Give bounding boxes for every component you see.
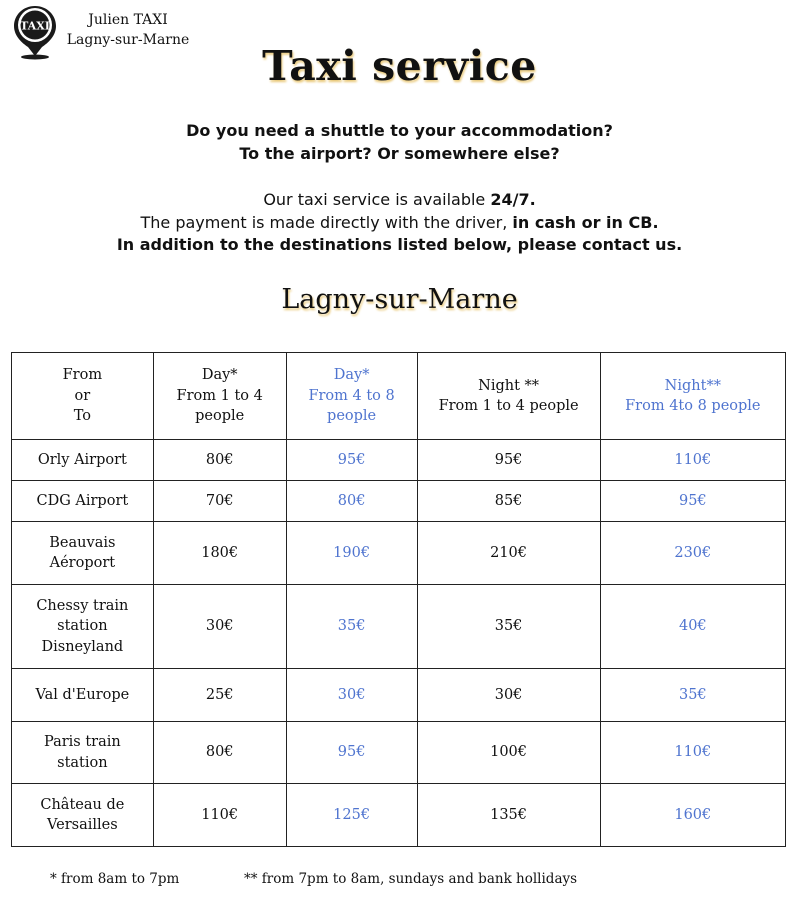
intro-text <box>0 120 799 257</box>
place-line: Orly Airport <box>37 451 127 468</box>
price-night-large: 110€ <box>600 440 785 481</box>
price-night-large: 160€ <box>600 784 785 847</box>
place-cell <box>12 585 154 669</box>
header-line: From 1 to 4 people <box>438 398 579 414</box>
price-night-large: 35€ <box>600 669 785 722</box>
table-row <box>12 585 786 669</box>
page-title: Taxi service <box>262 42 537 90</box>
price-night-large: 110€ <box>600 722 785 784</box>
header-line: Day* <box>201 367 238 384</box>
price-day-small: 30€ <box>153 585 286 669</box>
availability-line <box>0 189 799 212</box>
price-night-large: 230€ <box>600 522 785 585</box>
place-line: station <box>57 618 108 635</box>
section-subtitle: Lagny-sur-Marne <box>281 284 518 315</box>
place-cell <box>12 669 154 722</box>
rates-table <box>11 352 786 847</box>
header-line: people <box>195 408 245 425</box>
table-row <box>12 784 786 847</box>
table-row <box>12 722 786 784</box>
price-day-large: 190€ <box>286 522 417 585</box>
header-day-4-8 <box>286 353 417 440</box>
price-day-large: 30€ <box>286 669 417 722</box>
price-night-small: 35€ <box>417 585 600 669</box>
place-line: Chessy train <box>36 597 129 614</box>
price-day-large: 125€ <box>286 784 417 847</box>
place-line: Beauvais <box>49 534 116 551</box>
table-header-row <box>12 353 786 440</box>
table-row <box>12 669 786 722</box>
price-night-small: 100€ <box>417 722 600 784</box>
price-day-small: 80€ <box>153 722 286 784</box>
place-line: Val d'Europe <box>35 686 130 703</box>
table-row <box>12 522 786 585</box>
header-line: people <box>327 408 377 425</box>
place-cell <box>12 784 154 847</box>
table-row <box>12 481 786 522</box>
header-line: From 4to 8 people <box>625 398 761 414</box>
header-night-4-8 <box>600 353 785 440</box>
place-line: Aéroport <box>49 555 116 571</box>
header-line: Night** <box>664 377 721 394</box>
place-line: station <box>57 754 108 771</box>
header-day-1-4 <box>153 353 286 440</box>
price-night-small: 85€ <box>417 481 600 522</box>
place-line: Château de <box>40 796 125 813</box>
company-location: Lagny-sur-Marne <box>66 32 190 48</box>
price-day-large: 95€ <box>286 440 417 481</box>
footnote-night: ** from 7pm to 8am, sundays and bank hollidays <box>244 871 578 887</box>
availability-bold: 24/7. <box>490 190 536 209</box>
header-line: Day* <box>333 367 370 384</box>
price-day-small: 110€ <box>153 784 286 847</box>
logo-text: TAXI <box>20 19 50 33</box>
header-line: To <box>73 408 91 425</box>
header-line: Night ** <box>478 377 540 394</box>
table-row <box>12 440 786 481</box>
header-line: From <box>62 367 103 384</box>
price-day-small: 80€ <box>153 440 286 481</box>
contact-line: In addition to the destinations listed below, please contact us. <box>116 235 683 254</box>
header-line: From 4 to 8 <box>308 387 395 404</box>
price-day-small: 180€ <box>153 522 286 585</box>
place-cell <box>12 522 154 585</box>
header-night-1-4 <box>417 353 600 440</box>
price-night-large: 95€ <box>600 481 785 522</box>
place-cell <box>12 440 154 481</box>
place-line: Versailles <box>47 817 118 833</box>
header-from-to <box>12 353 154 440</box>
footnote-day: * from 8am to 7pm <box>50 871 180 887</box>
price-night-large: 40€ <box>600 585 785 669</box>
price-night-small: 210€ <box>417 522 600 585</box>
payment-line <box>0 212 799 235</box>
price-day-small: 25€ <box>153 669 286 722</box>
header-line: or <box>74 387 91 404</box>
price-day-large: 80€ <box>286 481 417 522</box>
place-cell <box>12 722 154 784</box>
price-day-large: 35€ <box>286 585 417 669</box>
availability-text: Our taxi service is available <box>263 190 491 209</box>
place-line: CDG Airport <box>36 492 129 509</box>
question-line-2: To the airport? Or somewhere else? <box>239 143 560 163</box>
payment-text: The payment is made directly with the driver, <box>140 212 513 232</box>
payment-bold: in cash or in CB. <box>512 212 659 232</box>
price-night-small: 30€ <box>417 669 600 722</box>
place-line: Disneyland <box>41 638 124 655</box>
price-day-small: 70€ <box>153 481 286 522</box>
place-cell <box>12 481 154 522</box>
price-night-small: 135€ <box>417 784 600 847</box>
company-name: Julien TAXI <box>88 12 168 28</box>
question-line-1: Do you need a shuttle to your accommodation? <box>186 121 613 140</box>
header-line: From 1 to 4 <box>176 387 263 404</box>
price-day-large: 95€ <box>286 722 417 784</box>
price-night-small: 95€ <box>417 440 600 481</box>
place-line: Paris train <box>43 734 121 750</box>
